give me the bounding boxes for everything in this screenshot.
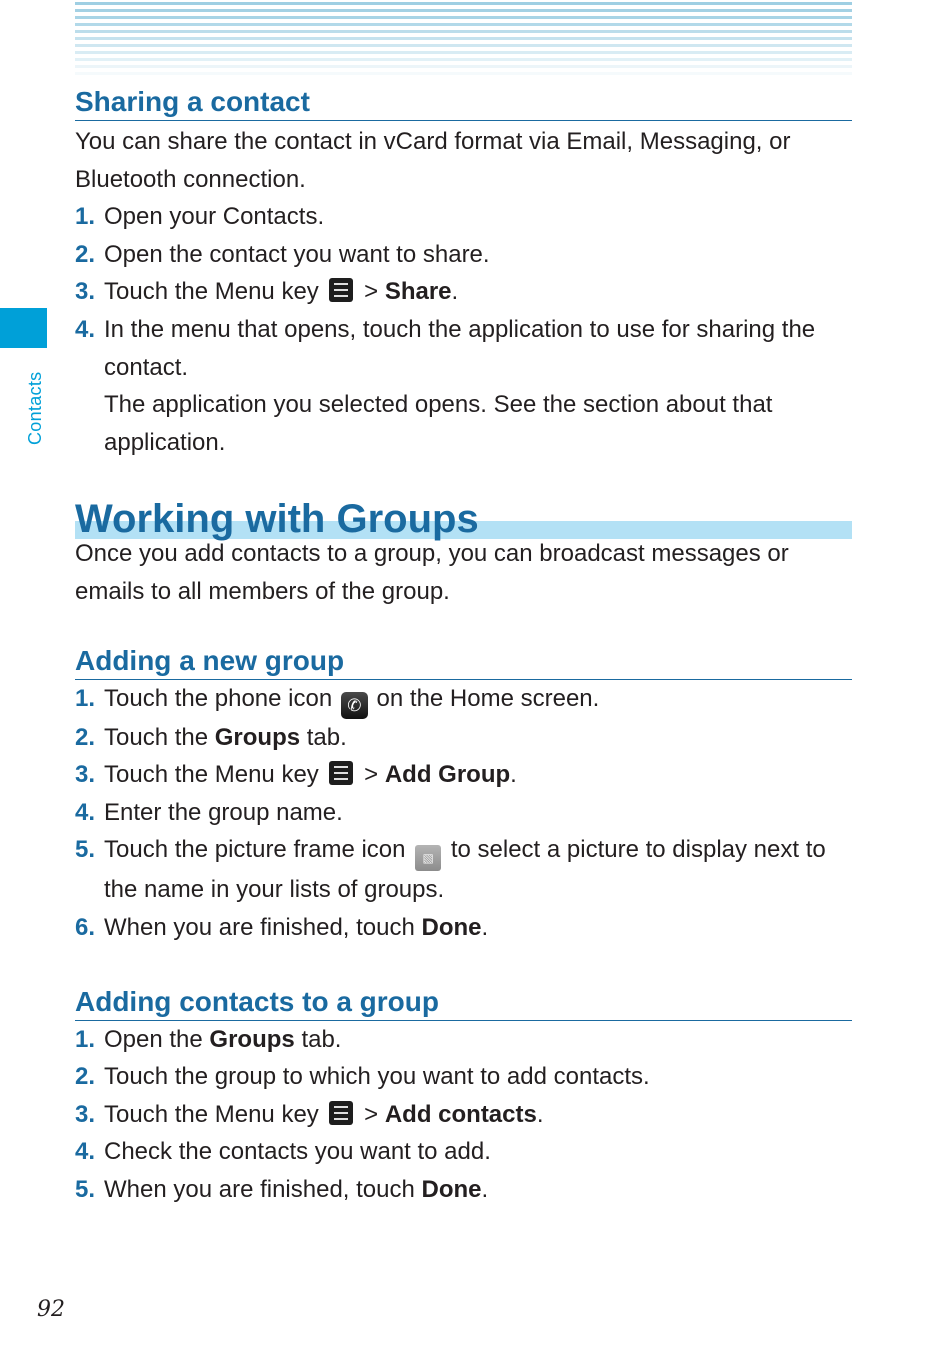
add-contacts-step-3	[75, 1096, 852, 1134]
step-separator: >	[364, 1100, 379, 1128]
step-end: .	[510, 761, 517, 789]
heading-text: Working with Groups	[75, 497, 479, 542]
sharing-intro: You can share the contact in vCard format via Email, Messaging, or Bluetooth connection.	[75, 128, 791, 193]
add-contacts-step-2	[75, 1058, 852, 1096]
step-number: 3.	[75, 1100, 96, 1128]
step-number: 6.	[75, 913, 96, 941]
step-text-after: tab.	[306, 723, 347, 751]
heading-adding-contacts-to-group: Adding contacts to a group	[75, 984, 852, 1021]
menu-key-icon	[329, 761, 353, 785]
step-number: 1.	[75, 203, 96, 231]
step-text: Open the contact you want to share.	[104, 240, 490, 268]
sharing-step-4	[75, 311, 852, 461]
step-text: Check the contacts you want to add.	[104, 1138, 491, 1166]
step-text: Enter the group name.	[104, 798, 343, 826]
step-text: Touch the group to which you want to add contacts.	[104, 1063, 650, 1091]
step-text: Touch the Menu key	[104, 761, 319, 789]
step-text: Touch the Menu key	[104, 1100, 319, 1128]
step-number: 1.	[75, 684, 96, 712]
step-text: Touch the phone icon	[104, 684, 333, 712]
step-number: 5.	[75, 1175, 96, 1203]
step-end: .	[481, 1175, 489, 1203]
add-group-step-6	[75, 909, 852, 947]
add-contacts-step-5	[75, 1171, 852, 1209]
add-group-step-3	[75, 756, 852, 794]
page-number: 92	[37, 1297, 65, 1322]
picture-frame-icon: ▧	[415, 845, 441, 871]
add-contacts-step-4	[75, 1133, 852, 1171]
step-bold-term: Add Group	[384, 761, 511, 789]
step-number: 2.	[75, 240, 96, 268]
chapter-tab-marker	[0, 308, 47, 348]
step-text: Open your Contacts.	[104, 203, 325, 231]
step-end: .	[451, 278, 459, 306]
groups-intro: Once you add contacts to a group, you can broadcast messages or emails to all members of the group.	[75, 540, 789, 605]
menu-key-icon	[329, 1101, 353, 1125]
step-number: 1.	[75, 1025, 96, 1053]
step-bold-term: Groups	[209, 1025, 295, 1053]
menu-key-icon	[329, 278, 353, 302]
step-note: The application you selected opens. See the section about that application.	[104, 391, 773, 456]
phone-icon: ✆	[341, 692, 368, 719]
add-group-step-5	[75, 831, 852, 909]
step-number: 4.	[75, 315, 96, 343]
sharing-step-3	[75, 273, 852, 311]
add-contacts-step-1	[75, 1021, 852, 1059]
step-number: 4.	[75, 1138, 96, 1166]
step-text: When you are finished, touch	[104, 1175, 415, 1203]
step-bold-term: Done	[421, 913, 482, 941]
step-bold-term: Add contacts	[384, 1100, 537, 1128]
step-end: .	[536, 1100, 544, 1128]
step-text: Touch the picture frame icon	[104, 836, 406, 864]
step-bold-term: Share	[384, 278, 452, 306]
step-text: Touch the	[104, 723, 209, 751]
step-text-after: tab.	[301, 1025, 342, 1053]
step-bold-term: Done	[421, 1175, 482, 1203]
step-number: 2.	[75, 1063, 96, 1091]
step-text-after: to select a picture to display next to the name in your lists of groups.	[104, 836, 826, 904]
sharing-step-1	[75, 198, 852, 236]
step-bold-term: Groups	[214, 723, 301, 751]
heading-sharing-contact: Sharing a contact	[75, 84, 852, 121]
step-number: 5.	[75, 836, 96, 864]
chapter-tab-label: Contacts	[25, 371, 45, 445]
header-stripes	[75, 0, 852, 76]
step-number: 3.	[75, 761, 96, 789]
step-text-after: on the Home screen.	[376, 684, 600, 712]
add-group-step-4	[75, 794, 852, 832]
add-group-step-1	[75, 680, 852, 719]
step-text: In the menu that opens, touch the application to use for sharing the contact.	[104, 315, 816, 381]
heading-working-with-groups	[75, 497, 852, 541]
step-end: .	[481, 913, 489, 941]
add-group-step-2	[75, 719, 852, 757]
sharing-step-2	[75, 236, 852, 274]
step-separator: >	[364, 761, 379, 789]
step-text: Open the	[104, 1025, 203, 1053]
page-content	[75, 84, 852, 1208]
step-number: 2.	[75, 723, 96, 751]
step-separator: >	[364, 278, 379, 306]
step-number: 3.	[75, 278, 96, 306]
step-text: Touch the Menu key	[104, 278, 319, 306]
step-number: 4.	[75, 798, 96, 826]
step-text: When you are finished, touch	[104, 913, 415, 941]
heading-adding-new-group: Adding a new group	[75, 643, 852, 680]
